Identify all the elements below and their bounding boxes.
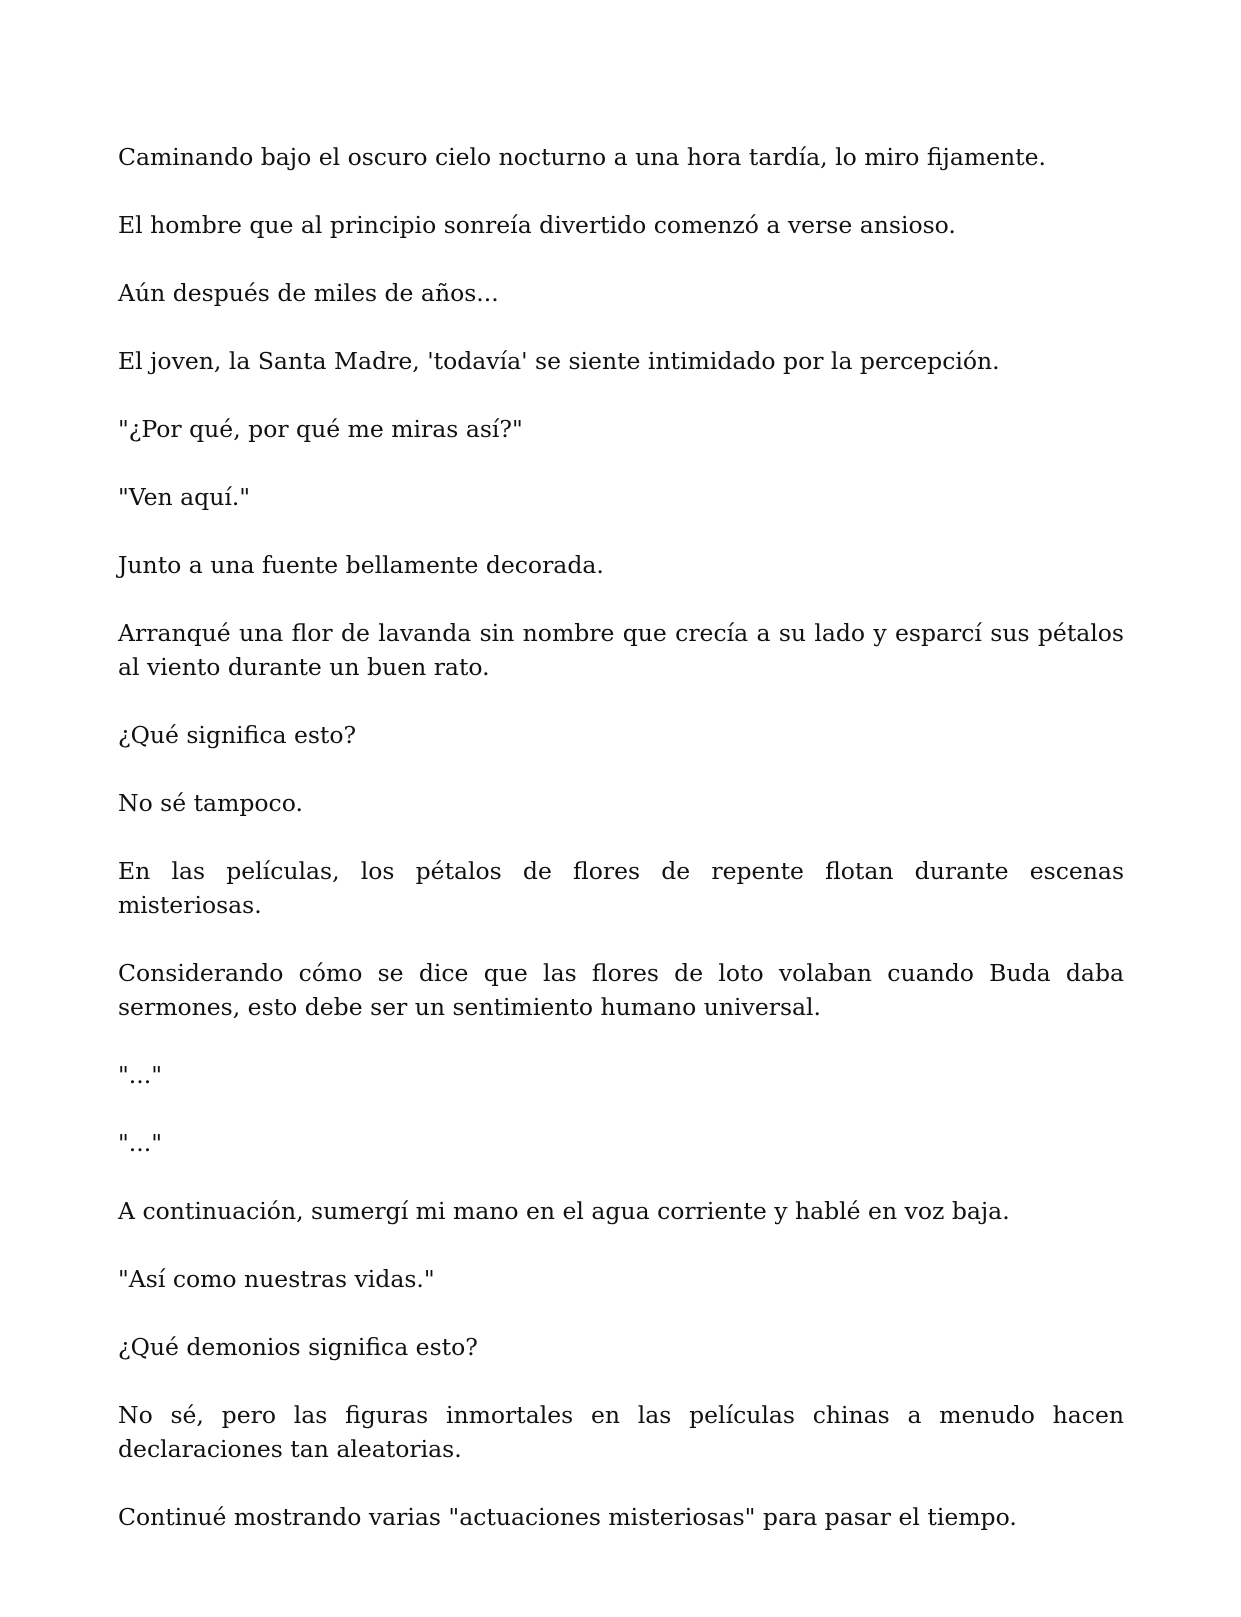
paragraph: Considerando cómo se dice que las flores de loto volaban cuando Buda daba sermones, esto debe ser un sentimiento humano universal.	[118, 959, 1124, 1021]
paragraph: Junto a una fuente bellamente decorada.	[118, 551, 604, 579]
paragraph: ¿Qué demonios significa esto?	[118, 1333, 478, 1361]
paragraph: El hombre que al principio sonreía divertido comenzó a verse ansioso.	[118, 211, 956, 239]
paragraph: ¿Qué significa esto?	[118, 721, 357, 749]
dialogue-line: "Así como nuestras vidas."	[118, 1265, 435, 1293]
document-body	[118, 140, 1124, 1568]
dialogue-line: "..."	[118, 1129, 163, 1157]
paragraph: Arranqué una flor de lavanda sin nombre que crecía a su lado y esparcí sus pétalos al viento durante un buen rato.	[118, 619, 1124, 681]
dialogue-line: "¿Por qué, por qué me miras así?"	[118, 415, 523, 443]
paragraph: En las películas, los pétalos de flores de repente flotan durante escenas misteriosas.	[118, 857, 1124, 919]
paragraph: No sé, pero las figuras inmortales en las películas chinas a menudo hacen declaraciones tan aleatorias.	[118, 1401, 1124, 1463]
paragraph: A continuación, sumergí mi mano en el agua corriente y hablé en voz baja.	[118, 1197, 1010, 1225]
paragraph: Continué mostrando varias "actuaciones misteriosas" para pasar el tiempo.	[118, 1503, 1017, 1531]
paragraph: No sé tampoco.	[118, 789, 303, 817]
paragraph: Aún después de miles de años...	[118, 279, 499, 307]
paragraph: Caminando bajo el oscuro cielo nocturno a una hora tardía, lo miro fijamente.	[118, 143, 1046, 171]
dialogue-line: "..."	[118, 1061, 163, 1089]
dialogue-line: "Ven aquí."	[118, 483, 251, 511]
paragraph: El joven, la Santa Madre, 'todavía' se siente intimidado por la percepción.	[118, 347, 1000, 375]
